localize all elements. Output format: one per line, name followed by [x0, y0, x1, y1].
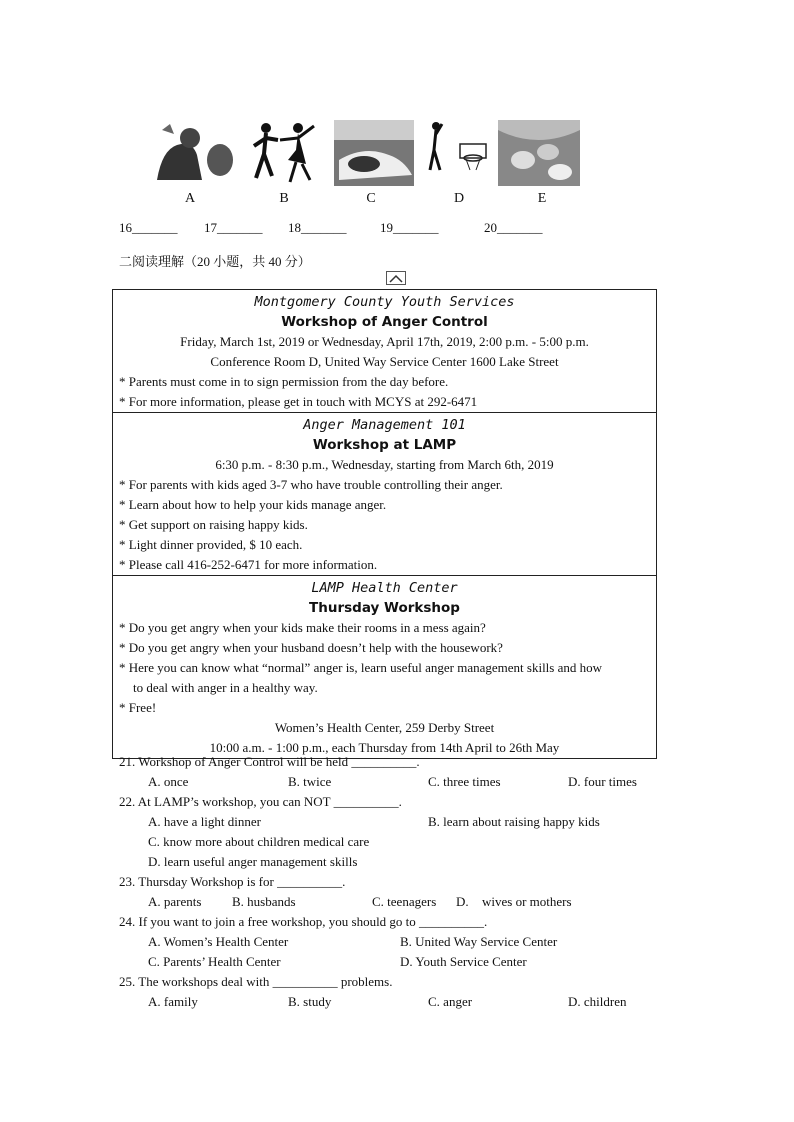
- picture-label-c: C: [366, 191, 376, 206]
- option-d[interactable]: D.: [456, 894, 469, 909]
- ad-schedule: 10:00 a.m. - 1:00 p.m., each Thursday from 14th April to 26th May: [209, 740, 560, 755]
- ad-bullet: * Learn about how to help your kids manage anger.: [119, 497, 387, 512]
- question-21: 21. Workshop of Anger Control will be held __________.: [119, 754, 420, 769]
- ad-location: Conference Room D, United Way Service Center 1600 Lake Street: [210, 354, 559, 369]
- option-a[interactable]: A. parents: [148, 894, 202, 909]
- option-c[interactable]: C. Parents’ Health Center: [148, 954, 281, 969]
- question-22-options-row2: [119, 832, 679, 852]
- ad-location: Women’s Health Center, 259 Derby Street: [274, 720, 495, 735]
- ad-bullet: * Here you can know what “normal” anger is, learn useful anger management skills and how: [119, 660, 603, 675]
- ad-organization: LAMP Health Center: [311, 580, 458, 596]
- picture-c: [334, 120, 414, 186]
- option-d[interactable]: D. four times: [568, 774, 637, 789]
- question-25: 25. The workshops deal with __________ problems.: [119, 974, 393, 989]
- picture-label-d: D: [453, 191, 465, 206]
- question-22-options-row3: [119, 852, 679, 872]
- answer-blank-20[interactable]: 20_______: [484, 220, 543, 235]
- answer-blank-18[interactable]: 18_______: [288, 220, 347, 235]
- picture-e: [498, 120, 580, 186]
- picture-label-e: E: [537, 191, 547, 206]
- picture-a: [152, 120, 237, 186]
- picture-d: [426, 120, 492, 186]
- ads-table: [112, 289, 657, 759]
- option-b[interactable]: B. learn about raising happy kids: [428, 814, 600, 829]
- option-a[interactable]: A. Women’s Health Center: [148, 934, 289, 949]
- picture-label-a: A: [184, 191, 196, 206]
- ad-youth-services: [113, 290, 656, 413]
- question-23: 23. Thursday Workshop is for __________.: [119, 874, 346, 889]
- question-21-options: [119, 772, 679, 792]
- option-d-text[interactable]: wives or mothers: [482, 894, 572, 909]
- ad-organization: Montgomery County Youth Services: [254, 294, 515, 310]
- option-d[interactable]: D. learn useful anger management skills: [148, 854, 358, 869]
- question-24-options-row2: [119, 952, 679, 972]
- option-b[interactable]: B. twice: [288, 774, 332, 789]
- picture-b: [248, 120, 320, 186]
- option-d[interactable]: D. children: [568, 994, 627, 1009]
- section-title: 二阅读理解（20 小题，共 40 分）: [119, 254, 311, 269]
- ad-bullet: * For parents with kids aged 3-7 who have trouble controlling their anger.: [119, 477, 503, 492]
- ad-schedule: 6:30 p.m. - 8:30 p.m., Wednesday, starting from March 6th, 2019: [215, 457, 554, 472]
- question-22: 22. At LAMP’s workshop, you can NOT __________.: [119, 794, 402, 809]
- ad-bullet: * For more information, please get in touch with MCYS at 292-6471: [119, 394, 478, 409]
- ad-bullet: * Light dinner provided, $ 10 each.: [119, 537, 303, 552]
- option-c[interactable]: C. anger: [428, 994, 473, 1009]
- ad-anger-management: [113, 413, 656, 576]
- ad-bullet: * Free!: [119, 700, 157, 715]
- answer-blank-16[interactable]: 16_______: [119, 220, 178, 235]
- ad-organization: Anger Management 101: [303, 417, 466, 433]
- option-c[interactable]: C. know more about children medical care: [148, 834, 370, 849]
- option-b[interactable]: B. United Way Service Center: [400, 934, 558, 949]
- ad-bullet: * Do you get angry when your husband doesn’t help with the housework?: [119, 640, 503, 655]
- questions: [119, 752, 679, 1012]
- ad-heading: Workshop of Anger Control: [281, 314, 488, 330]
- option-c[interactable]: C. three times: [428, 774, 501, 789]
- question-23-options: [119, 892, 679, 912]
- collapse-handle[interactable]: [386, 271, 406, 285]
- question-25-options: [119, 992, 679, 1012]
- picture-label-b: B: [279, 191, 289, 206]
- option-a[interactable]: A. family: [148, 994, 198, 1009]
- ad-heading: Thursday Workshop: [309, 600, 460, 616]
- ad-bullet: * Parents must come in to sign permission from the day before.: [119, 374, 449, 389]
- ad-bullet: * Please call 416-252-6471 for more information.: [119, 557, 378, 572]
- option-b[interactable]: B. husbands: [232, 894, 296, 909]
- option-b[interactable]: B. study: [288, 994, 332, 1009]
- question-24: 24. If you want to join a free workshop, you should go to __________.: [119, 914, 488, 929]
- ad-heading: Workshop at LAMP: [312, 437, 457, 453]
- ad-bullet: * Do you get angry when your kids make their rooms in a mess again?: [119, 620, 486, 635]
- answer-blank-17[interactable]: 17_______: [204, 220, 263, 235]
- answer-blank-19[interactable]: 19_______: [380, 220, 439, 235]
- ad-lamp-health-center: [113, 576, 656, 758]
- ad-bullet: * Get support on raising happy kids.: [119, 517, 308, 532]
- chevron-up-icon: [387, 273, 405, 285]
- option-d[interactable]: D. Youth Service Center: [400, 954, 527, 969]
- option-c[interactable]: C. teenagers: [372, 894, 437, 909]
- ad-bullet-continued: to deal with anger in a healthy way.: [133, 680, 318, 695]
- option-a[interactable]: A. once: [148, 774, 189, 789]
- option-a[interactable]: A. have a light dinner: [148, 814, 261, 829]
- question-24-options-row1: [119, 932, 679, 952]
- ad-schedule: Friday, March 1st, 2019 or Wednesday, April 17th, 2019, 2:00 p.m. - 5:00 p.m.: [180, 334, 589, 349]
- question-22-options-row1: [119, 812, 679, 832]
